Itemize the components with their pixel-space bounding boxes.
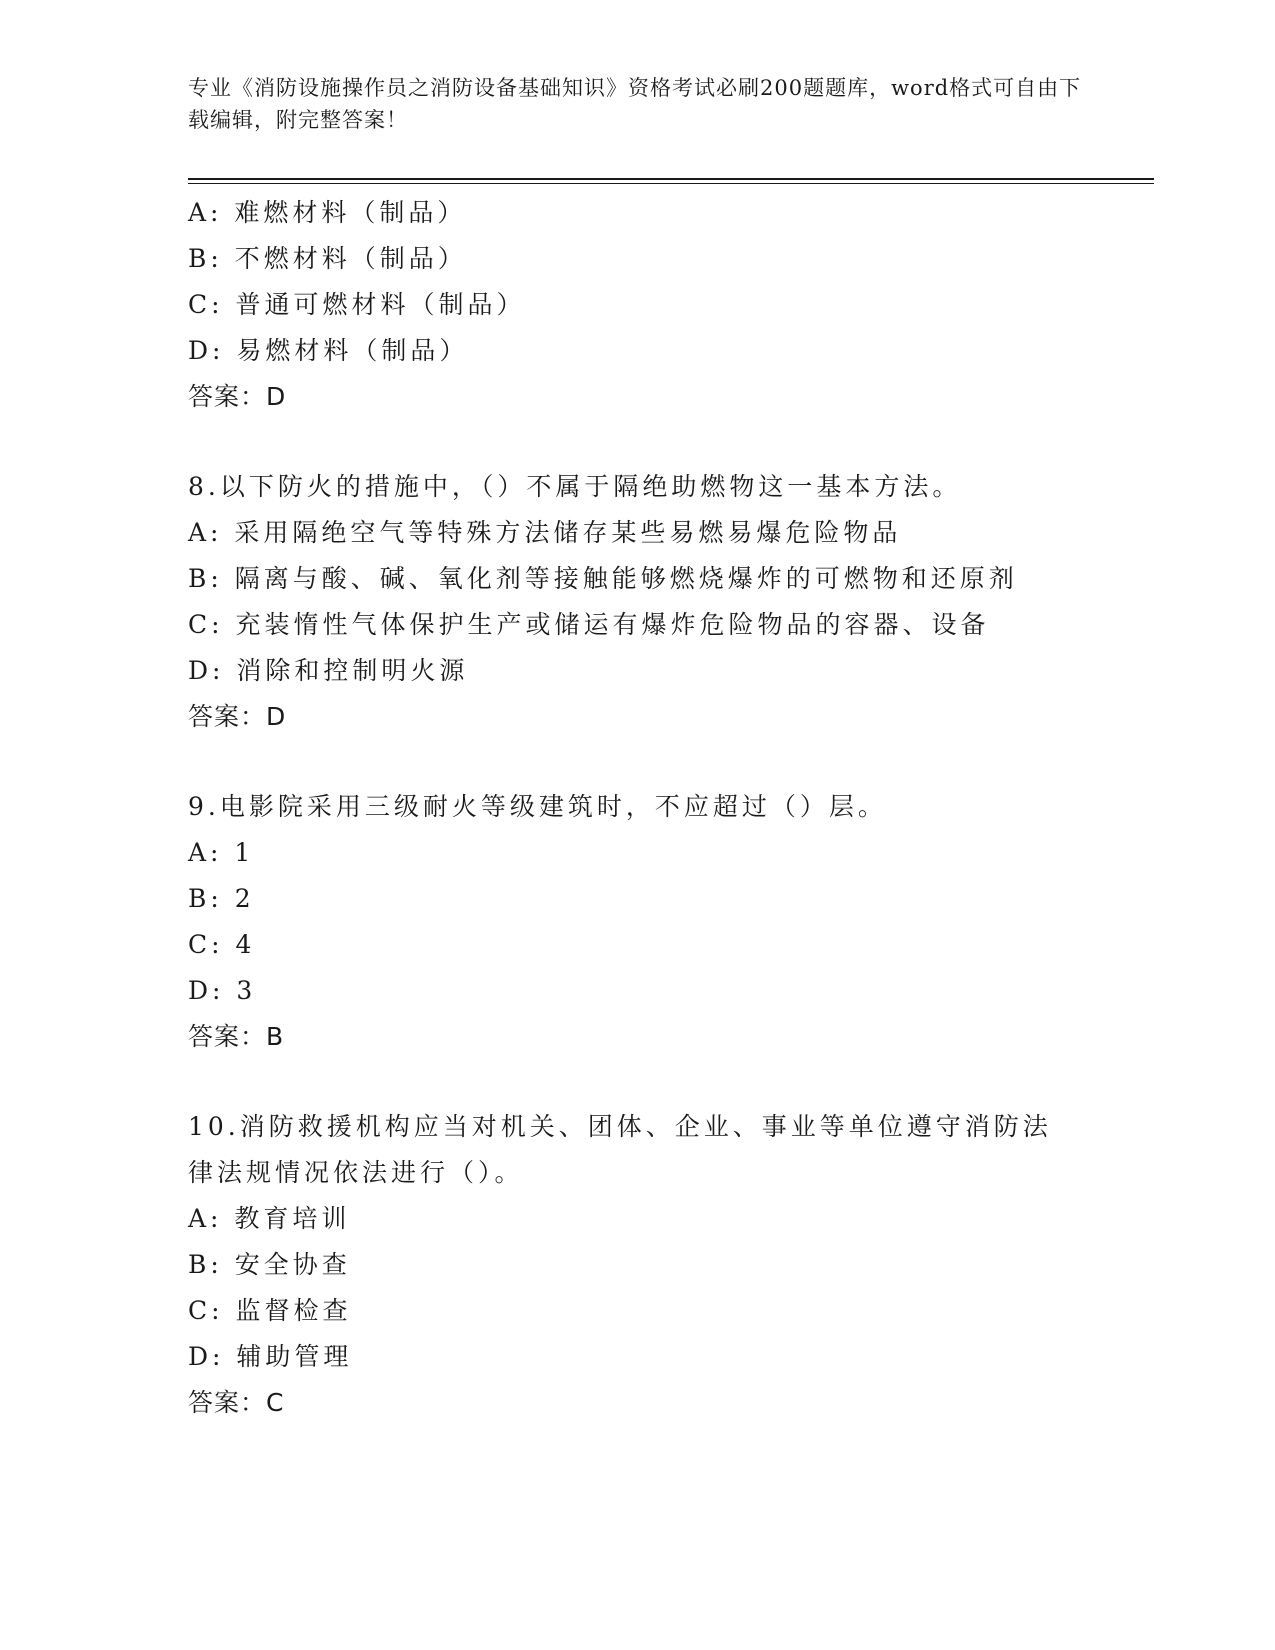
option-c: C: 普通可燃材料（制品） — [188, 290, 526, 319]
option-c: C: 监督检查 — [188, 1296, 352, 1325]
question-7-continued — [188, 190, 1088, 420]
option-d: D: 消除和控制明火源 — [188, 656, 469, 685]
question-text: 8.以下防火的措施中，（）不属于隔绝助燃物这一基本方法。 — [188, 472, 962, 501]
document-header: 专业《消防设施操作员之消防设备基础知识》资格考试必刷200题题库，word格式可自由下载编辑，附完整答案！ — [188, 76, 1082, 132]
answer: 答案：B — [188, 1022, 285, 1051]
question-9 — [188, 784, 1088, 1060]
header-divider-thin — [188, 183, 1154, 184]
answer: 答案：D — [188, 382, 287, 411]
option-a: A: 教育培训 — [188, 1204, 351, 1233]
option-a: A: 采用隔绝空气等特殊方法储存某些易燃易爆危险物品 — [188, 518, 902, 547]
answer: 答案：D — [188, 702, 287, 731]
question-list — [188, 190, 1088, 1426]
question-8 — [188, 464, 1088, 740]
spacer — [188, 740, 1088, 784]
option-d: D: 辅助管理 — [188, 1342, 353, 1371]
option-b: B: 隔离与酸、碱、氧化剂等接触能够燃烧爆炸的可燃物和还原剂 — [188, 564, 1018, 593]
header-divider-thick — [188, 178, 1154, 180]
option-c: C: 4 — [188, 930, 256, 959]
option-d: D: 3 — [188, 976, 257, 1005]
option-b: B: 安全协查 — [188, 1250, 351, 1279]
spacer — [188, 1060, 1088, 1104]
option-d: D: 易燃材料（制品） — [188, 336, 469, 365]
spacer — [188, 420, 1088, 464]
option-a: A: 难燃材料（制品） — [188, 198, 467, 227]
question-10 — [188, 1104, 1088, 1426]
question-text: 9.电影院采用三级耐火等级建筑时，不应超过（）层。 — [188, 792, 887, 821]
option-b: B: 2 — [188, 884, 255, 913]
option-c: C: 充装惰性气体保护生产或储运有爆炸危险物品的容器、设备 — [188, 610, 990, 639]
option-b: B: 不燃材料（制品） — [188, 244, 467, 273]
question-text: 10.消防救援机构应当对机关、团体、企业、事业等单位遵守消防法律法规情况依法进行（）。 — [188, 1112, 1052, 1187]
answer: 答案：C — [188, 1388, 285, 1417]
option-a: A: 1 — [188, 838, 255, 867]
